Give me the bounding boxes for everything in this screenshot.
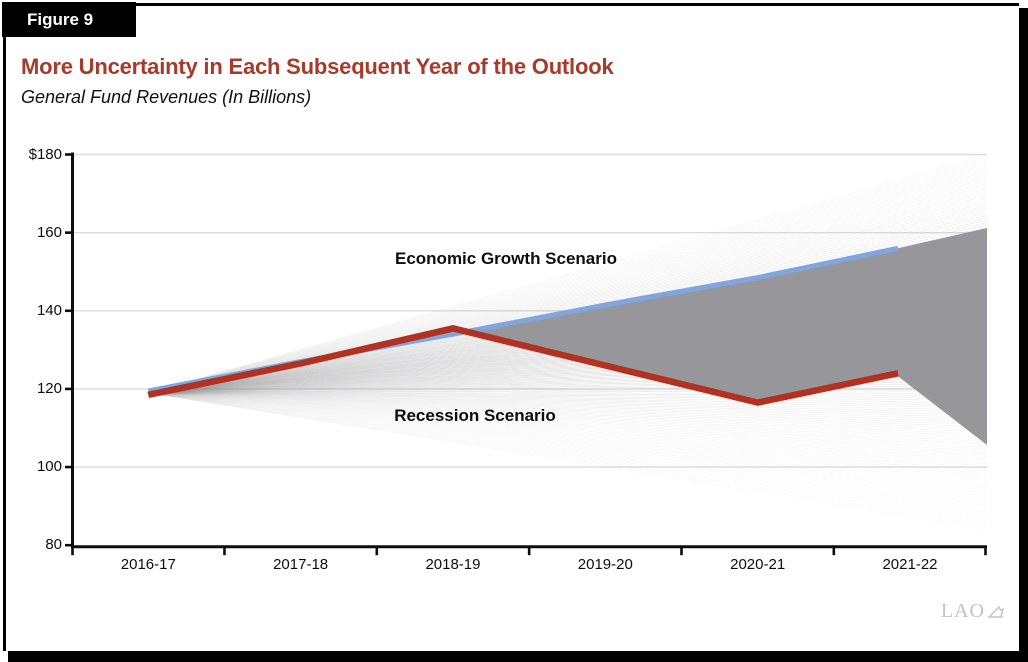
y-tick-label: $180 (28, 145, 62, 163)
y-tick-label: 80 (45, 536, 62, 554)
lao-logo (905, 600, 1005, 623)
x-tick-label: 2016-17 (120, 556, 176, 573)
figure-number-tag: Figure 9 (2, 2, 136, 37)
chart-subtitle: General Fund Revenues (In Billions) (21, 87, 312, 107)
lao-logo-text: LAO (940, 600, 985, 622)
x-tick-label: 2017-18 (273, 556, 329, 573)
lao-bear-icon (986, 604, 1005, 619)
y-tick-label: 160 (36, 223, 62, 241)
growth-series-label: Economic Growth Scenario (395, 249, 617, 268)
x-tick-label: 2021-22 (882, 556, 938, 573)
fan-scenario-line (148, 393, 987, 462)
fan-scenario-line (148, 393, 987, 471)
y-tick-label: 140 (36, 301, 62, 319)
recession-series-label: Recession Scenario (394, 406, 556, 425)
x-tick-label: 2019-20 (577, 556, 633, 573)
y-tick-label: 120 (36, 379, 62, 397)
x-tick-label: 2018-19 (425, 556, 481, 573)
x-tick-label: 2020-21 (730, 556, 786, 573)
y-tick-label: 100 (36, 458, 62, 476)
chart-title: More Uncertainty in Each Subsequent Year of the Outlook (21, 54, 614, 79)
